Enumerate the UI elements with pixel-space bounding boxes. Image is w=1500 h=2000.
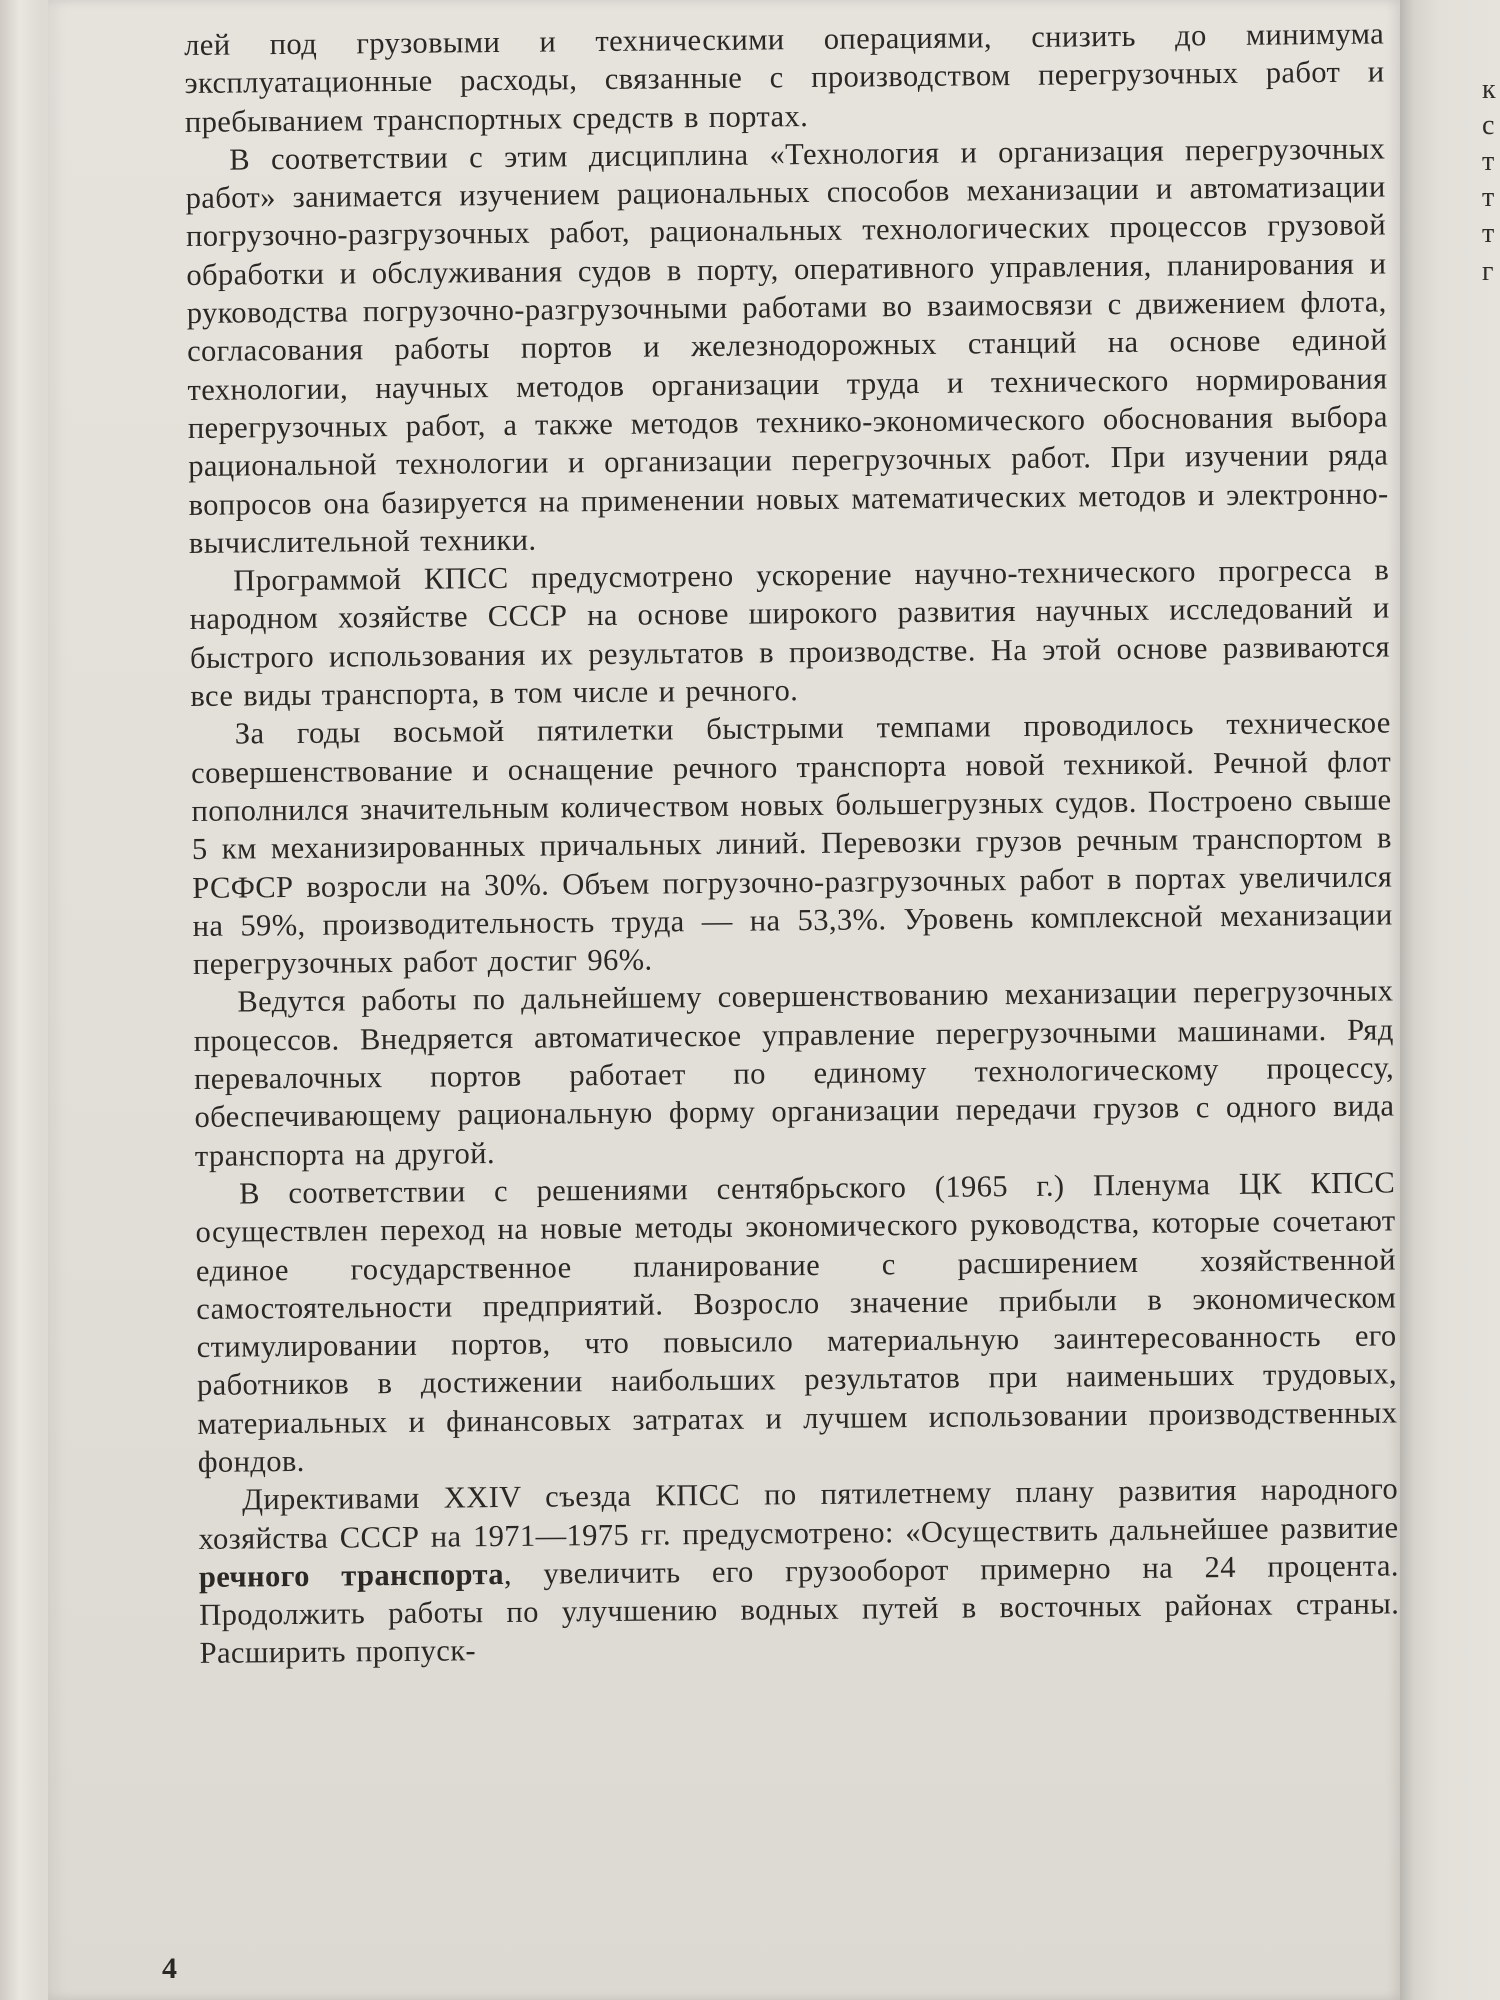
facing-page-letter: с [1482,110,1495,141]
directives-text-before: Директивами XXIV съезда КПСС по пятилетнему плану развития народного хозяйства СССР на 1971—1975 гг. предусмотрено: «Осуществить дальнейшее развитие [198,1471,1399,1556]
directives-bold-term: речного транспорта [198,1556,505,1594]
facing-page-letter: к [1482,74,1496,105]
facing-page-letter: т [1482,218,1495,249]
page-number: 4 [162,1952,177,1985]
facing-page-edge [1400,0,1500,2000]
paragraph-party-program: Программой КПСС предусмотрено ускорение научно-технического прогресса в народном хозяйстве СССР на основе широкого развития научных исследований и быстрого использования их результатов в производстве. На этой основе развиваются все виды транспорта, в том числе и речного. [189,552,1391,714]
paragraph-continuation: лей под грузовыми и техническими операциями, снизить до минимума эксплуатационные расходы, связанные с производством перегрузочных работ и пребыванием транспортных средств в портах. [184,16,1385,139]
paragraph-congress-directives [198,1470,1400,1673]
paragraph-eighth-five-year-plan: За годы восьмой пятилетки быстрыми темпами проводилось техническое совершенствование и оснащение речного транспорта новой техникой. Речной флот пополнился значительным количеством новых большегрузных судов. Построено свыше 5 км механизированных причальных линий. Перевозки грузов речным транспортом в РСФСР возросли на 30%. Объем погрузочно-разгрузочных работ в портах увеличился на 59%, производительность труда — на 53,3%. Уровень комплексной механизации перегрузочных работ достиг 96%. [191,705,1393,982]
body-text [184,14,1400,1672]
paragraph-economic-methods: В соответствии с решениями сентябрьского (1965 г.) Пленума ЦК КПСС осуществлен переход на новые методы экономического руководства, которые сочетают единое государственное планирование с расширением хозяйственной самостоятельности предприятий. Возросло значение прибыли в экономическом стимулировании портов, что повысило материальную заинтересованность его работников в достижении наибольших результатов при наименьших трудовых, материальных и финансовых затратах и лучшем использовании производственных фондов. [195,1165,1398,1479]
facing-page-letter: г [1482,256,1494,287]
paragraph-discipline-scope: В соответствии с этим дисциплина «Технология и организация перегрузочных работ» занимается изучением рациональных способов механизации и автоматизации погрузочно-разгрузочных работ, рациональных технологических процессов грузовой обработки и обслуживания судов в порту, оперативного управления, планирования и руководства погрузочно-разгрузочными работами во взаимосвязи с движением флота, согласования работы портов и железнодорожных станций на основе единой технологии, научных методов организации труда и технического нормирования перегрузочных работ, а также методов технико-экономического обоснования выбора рациональной технологии и организации перегрузочных работ. При изучении ряда вопросов она базируется на применении новых математических методов и электронно-вычислительной техники. [185,131,1389,560]
facing-page-letter: т [1482,146,1495,177]
facing-page-letter: т [1482,182,1495,213]
directives-text-after: , увеличить его грузооборот примерно на 24 процента. Продолжить работы по улучшению водных путей в восточных районах страны. Расширить пропуск- [199,1548,1400,1671]
paragraph-mechanization: Ведутся работы по дальнейшему совершенствованию механизации перегрузочных процессов. Внедряется автоматическое управление перегрузочными машинами. Ряд перевалочных портов работает по единому технологическому процессу, обеспечивающему рациональную форму организации передачи грузов с одного вида транспорта на другой. [193,973,1395,1173]
